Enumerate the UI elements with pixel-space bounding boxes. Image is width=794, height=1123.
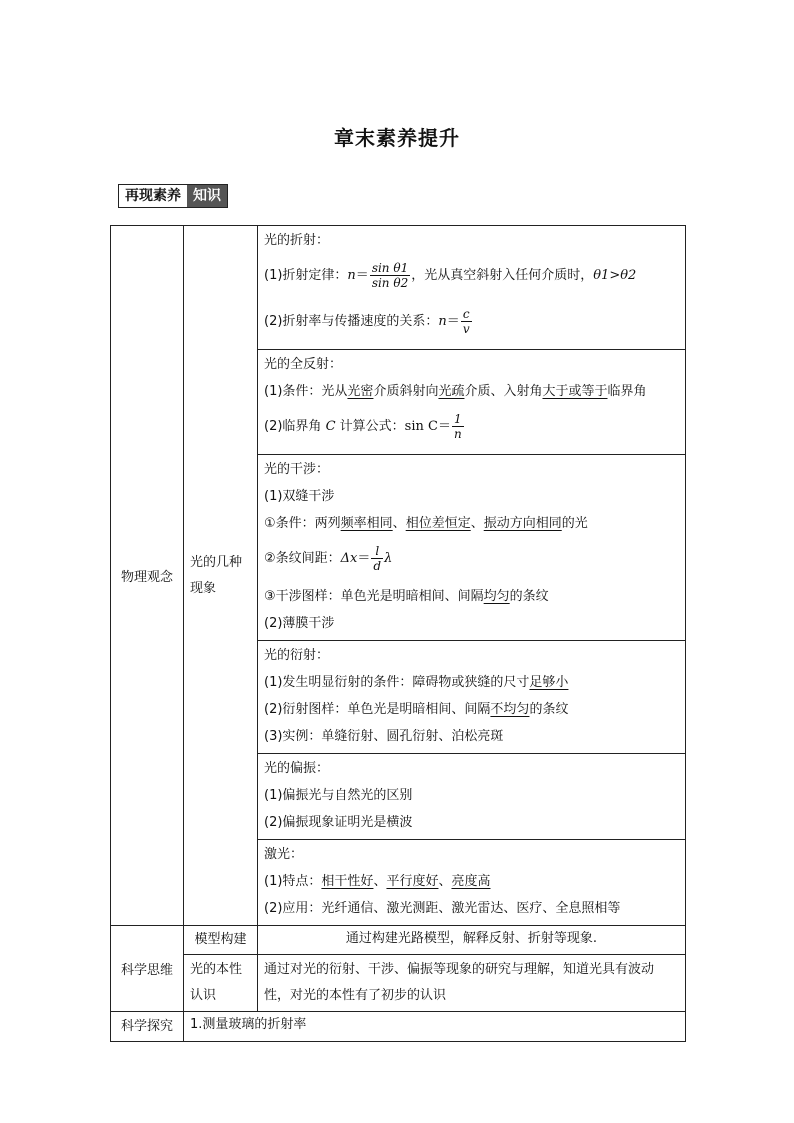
model-building-text: 通过构建光路模型，解释反射、折射等现象.	[345, 931, 598, 946]
critical-angle-formula: (2)临界角 C 计算公式：sin C＝ $\frac{1}{n}$	[264, 412, 462, 441]
subcategory-light-nature: 光的本性认识	[184, 955, 258, 1012]
cell-interference	[258, 455, 686, 641]
table-row	[111, 1012, 686, 1042]
diffraction-pattern: (2)衍射图样：单色光是明暗相间、间隔不均匀的条纹	[264, 702, 569, 717]
refraction-law-fraction: $\frac{\text{sin θ1}}{\text{sin θ2}}$	[371, 261, 409, 290]
section-badge	[118, 184, 228, 208]
speed-fraction: $\frac{c}{v}$	[462, 307, 470, 336]
diffraction-examples: (3)实例：单缝衍射、圆孔衍射、泊松亮斑	[264, 729, 504, 744]
double-slit: (1)双缝干涉	[264, 489, 335, 504]
diffraction-condition: (1)发生明显衍射的条件：障碍物或狭缝的尺寸足够小	[264, 675, 569, 690]
subcategory-model-building: 模型构建	[184, 926, 258, 955]
interference-pattern: ③干涉图样：单色光是明暗相间、间隔均匀的条纹	[264, 589, 549, 604]
cell-polarization	[258, 754, 686, 840]
category-scientific-inquiry: 科学探究	[111, 1012, 184, 1042]
table-row	[111, 226, 686, 350]
thin-film: (2)薄膜干涉	[264, 616, 335, 631]
cell-laser	[258, 840, 686, 926]
cell-total-reflection	[258, 350, 686, 455]
light-nature-text: 通过对光的衍射、干涉、偏振等现象的研究与理解，知道光具有波动性，对光的本性有了初步的认识	[264, 962, 655, 1003]
polarization-item-2: (2)偏振现象证明光是横波	[264, 815, 413, 830]
subcategory-light-phenomena: 光的几种现象	[184, 226, 258, 926]
laser-heading: 激光：	[264, 847, 304, 862]
critical-fraction: $\frac{1}{n}$	[453, 412, 462, 441]
badge-label-highlight: 知识	[187, 185, 227, 207]
polarization-heading: 光的偏振：	[264, 761, 330, 776]
refraction-speed-relation: (2)折射率与传播速度的关系：n＝ $\frac{c}{v}$	[264, 307, 470, 336]
diffraction-heading: 光的衍射：	[264, 648, 330, 663]
refraction-heading: 光的折射：	[264, 233, 330, 248]
total-reflection-condition: (1)条件：光从光密介质斜射向光疏介质、入射角大于或等于临界角	[264, 384, 647, 399]
cell-light-nature	[258, 955, 686, 1012]
cell-refraction	[258, 226, 686, 350]
refraction-law: (1)折射定律：n＝ $\frac{\text{sin θ1}}{\text{sin θ2}}$ ，光从真空斜射入任何介质时，θ1>θ2	[264, 261, 637, 290]
cell-model-building	[258, 926, 686, 955]
cell-diffraction	[258, 641, 686, 754]
category-scientific-thinking: 科学思维	[111, 926, 184, 1012]
interference-heading: 光的干涉：	[264, 462, 330, 477]
laser-applications: (2)应用：光纤通信、激光测距、激光雷达、医疗、全息照相等	[264, 901, 621, 916]
scientific-inquiry-text: 1.测量玻璃的折射率	[190, 1017, 307, 1032]
badge-label-main: 再现素养	[119, 185, 187, 207]
laser-features: (1)特点：相干性好、平行度好、亮度高	[264, 874, 491, 889]
knowledge-table	[110, 225, 686, 1042]
spacing-fraction: $\frac{l}{d}$	[373, 544, 382, 573]
table-row	[111, 926, 686, 955]
fringe-spacing: ②条纹间距：Δx＝ $\frac{l}{d}$ λ	[264, 544, 393, 573]
interference-condition: ①条件：两列频率相同、相位差恒定、振动方向相同的光	[264, 516, 588, 531]
polarization-item-1: (1)偏振光与自然光的区别	[264, 788, 413, 803]
total-reflection-heading: 光的全反射：	[264, 357, 343, 372]
category-physics-concept: 物理观念	[111, 226, 184, 926]
cell-scientific-inquiry	[184, 1012, 686, 1042]
table-row	[111, 955, 686, 1012]
page-title: 章末素养提升	[334, 126, 460, 150]
